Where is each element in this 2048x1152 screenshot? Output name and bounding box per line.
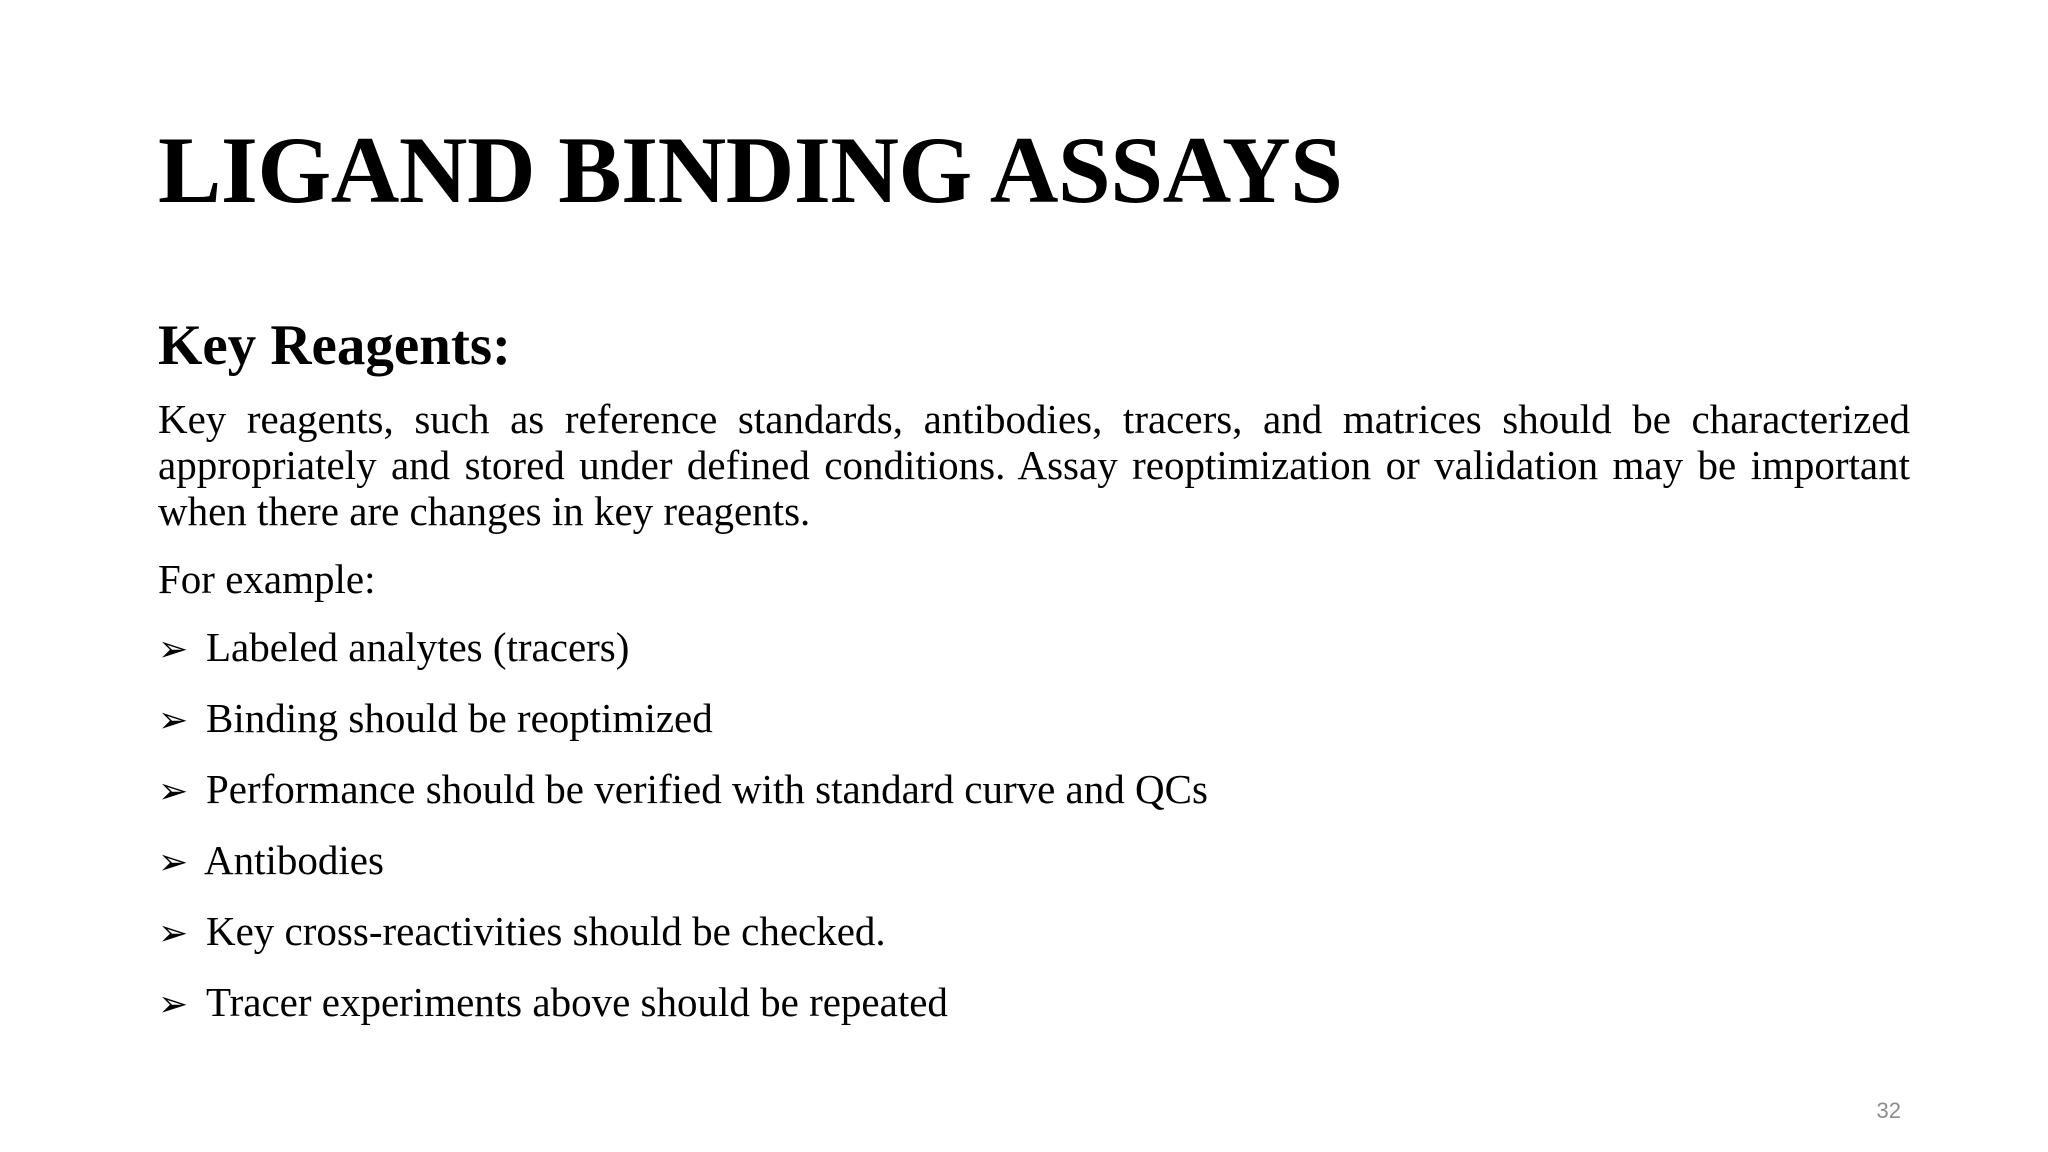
bullet-text: Labeled analytes (tracers) [206, 624, 630, 671]
bullet-text: Antibodies [204, 837, 384, 884]
arrow-bullet-icon: ➢ [158, 842, 189, 884]
page-number: 32 [1876, 1098, 1901, 1123]
arrow-bullet-icon: ➢ [158, 913, 189, 955]
bullet-text: Key cross-reactivities should be checked. [206, 908, 886, 955]
slide-body [158, 312, 1910, 1050]
bullet-text: Tracer experiments above should be repeated [206, 979, 948, 1026]
bullet-text: Binding should be reoptimized [206, 695, 713, 742]
arrow-bullet-icon: ➢ [158, 700, 189, 742]
slide-title: LIGAND BINDING ASSAYS [158, 117, 1343, 223]
arrow-bullet-icon: ➢ [158, 771, 189, 813]
list-item [158, 695, 1910, 744]
arrow-bullet-icon: ➢ [158, 984, 189, 1026]
bullet-list [158, 624, 1910, 1028]
list-item [158, 766, 1910, 815]
list-item [158, 624, 1910, 673]
list-item [158, 979, 1910, 1028]
section-heading: Key Reagents: [158, 314, 511, 377]
arrow-bullet-icon: ➢ [158, 629, 189, 671]
list-item [158, 908, 1910, 957]
for-example-label: For example: [158, 556, 376, 603]
intro-paragraph: Key reagents, such as reference standards, antibodies, tracers, and matrices should be characterized appropriately and stored under defined conditions. Assay reoptimization or validation may be important when there are changes in key reagents. [158, 396, 1910, 535]
bullet-text: Performance should be verified with standard curve and QCs [206, 766, 1208, 813]
list-item [158, 837, 1910, 886]
